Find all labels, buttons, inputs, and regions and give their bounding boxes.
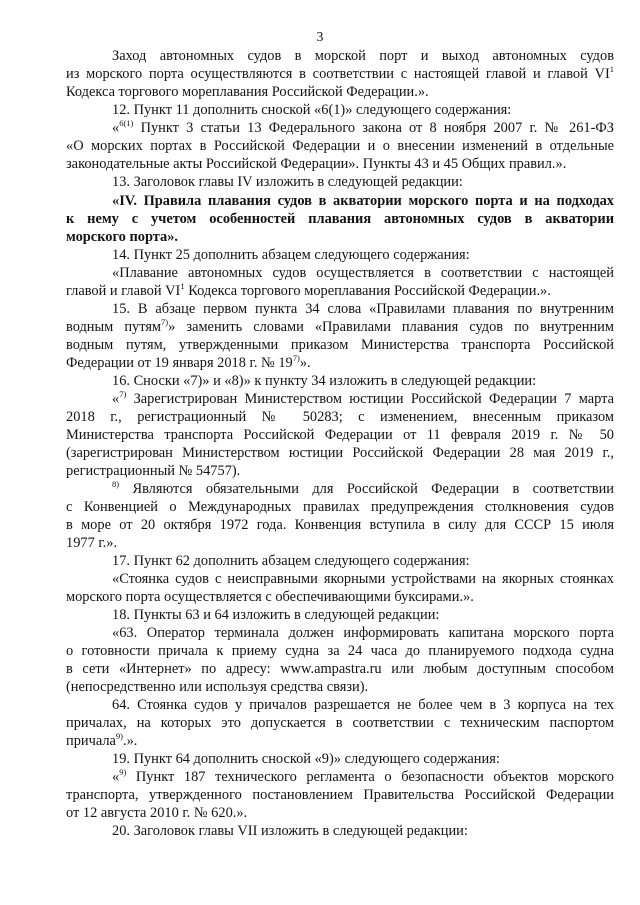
- text-line: 14. Пункт 25 дополнить абзацем следующего содержания:: [112, 247, 470, 263]
- text-line: 18. Пункты 63 и 64 изложить в следующей редакции:: [112, 607, 440, 623]
- superscript: 7): [119, 389, 127, 399]
- text-line: Кодекса торгового мореплавания Российской Федерации.».: [66, 84, 429, 100]
- heading-line: морского порта».: [66, 229, 178, 245]
- text-line: морского порта осуществляется с обеспечивающими буксирами.».: [66, 589, 474, 605]
- text-line: законодательные акты Российской Федерации». Пункты 43 и 45 Общих правил.».: [66, 156, 567, 172]
- superscript: 8): [112, 479, 120, 489]
- text-line: Федерации от 19 января 2018 г. № 19$^{7)}$».: [66, 353, 311, 371]
- text-line: (зарегистрирован Министерством юстиции Российской Федерации 28 мая 2019 г.,: [66, 445, 614, 461]
- superscript: 9): [115, 731, 124, 741]
- text-line: от 12 августа 2010 г. № 620.».: [66, 805, 248, 821]
- text-line: в море от 20 октября 1972 года. Конвенция вступила в силу для СССР 15 июля: [66, 517, 614, 533]
- text-line: «$^{7)}$ Зарегистрирован Министерством юстиции Российской Федерации 7 марта: [112, 389, 614, 407]
- text-line: 2018 г., регистрационный № 50283; с изменением, внесенным приказом: [66, 409, 614, 425]
- text-line: в сети «Интернет» по адресу: www.ampastra.ru или любым доступным способом: [66, 661, 614, 677]
- superscript: 7): [292, 353, 300, 363]
- text-line: 20. Заголовок главы VII изложить в следующей редакции:: [112, 823, 468, 839]
- text-line: регистрационный № 54757).: [66, 463, 241, 479]
- text-line: 13. Заголовок главы IV изложить в следующей редакции:: [112, 174, 463, 190]
- superscript: 1: [609, 64, 614, 74]
- superscript: 1: [180, 281, 185, 291]
- text-line: 15. В абзаце первом пункта 34 слова «Правилами плавания по внутренним: [112, 301, 614, 317]
- text-line: 64. Стоянка судов у причалов разрешается не более чем в 3 корпуса на тех: [112, 697, 614, 713]
- text-line: водным путям, утвержденными приказом Министерства транспорта Российской: [66, 337, 614, 353]
- text-line: $^{8)}$ Являются обязательными для Российской Федерации в соответствии: [112, 479, 614, 497]
- text-line: (непосредственно или используя средства связи).: [66, 679, 369, 695]
- text-line: из морского порта осуществляются в соответствии с настоящей главой и главой $VI^1$: [66, 64, 614, 82]
- text-line: причалах, на которых это допускается в соответствии с техническим паспортом: [66, 715, 614, 731]
- text-line: причала$^{9)}$.».: [66, 731, 138, 749]
- text-line: транспорта, утвержденного постановлением Правительства Российской Федерации: [66, 787, 614, 803]
- text-line: 17. Пункт 62 дополнить абзацем следующего содержания:: [112, 553, 470, 569]
- text-line: 19. Пункт 64 дополнить сноской «9)» следующего содержания:: [112, 751, 500, 767]
- superscript: 9): [119, 767, 127, 777]
- text-line: «$^{9)}$ Пункт 187 технического регламента о безопасности объектов морского: [112, 767, 614, 785]
- text-line: водным путям$^{7)}$» заменить словами «Правилами плавания судов по внутренним: [66, 317, 614, 335]
- text-line: главой и главой $VI^1$ Кодекса торгового мореплавания Российской Федерации.».: [66, 281, 551, 299]
- text-line: «$^{6(1)}$ Пункт 3 статьи 13 Федерального закона от 8 ноября 2007 г. № 261-ФЗ: [112, 118, 614, 136]
- page-number: 3: [316, 29, 324, 44]
- text-line: «63. Оператор терминала должен информировать капитана морского порта: [112, 625, 614, 641]
- text-line: Министерства транспорта Российской Федерации от 11 февраля 2019 г. № 50: [66, 427, 614, 443]
- heading-line: к нему с учетом особенностей плавания автономных судов в акватории: [66, 211, 614, 227]
- text-line: 16. Сноски «7)» и «8)» к пункту 34 изложить в следующей редакции:: [112, 373, 537, 389]
- superscript: 6(1): [119, 118, 134, 128]
- text-line: 1977 г.».: [66, 535, 118, 551]
- text-line: 12. Пункт 11 дополнить сноской «6(1)» следующего содержания:: [112, 102, 512, 118]
- superscript: 7): [161, 317, 169, 327]
- text-line: «Стоянка судов с неисправными якорными устройствами на якорных стоянках: [112, 571, 614, 587]
- text-line: «Плавание автономных судов осуществляется в соответствии с настоящей: [112, 265, 614, 281]
- text-line: о готовности причала к приему судна за 24 часа до планируемого подхода судна: [66, 643, 614, 659]
- text-line: Заход автономных судов в морской порт и выход автономных судов: [112, 48, 614, 64]
- text-line: с Конвенцией о Международных правилах предупреждения столкновения судов: [66, 499, 614, 515]
- heading-line: «IV. Правила плавания судов в акватории морского порта и на подходах: [112, 193, 614, 209]
- text-line: «О морских портах в Российской Федерации и о внесении изменений в отдельные: [66, 138, 614, 154]
